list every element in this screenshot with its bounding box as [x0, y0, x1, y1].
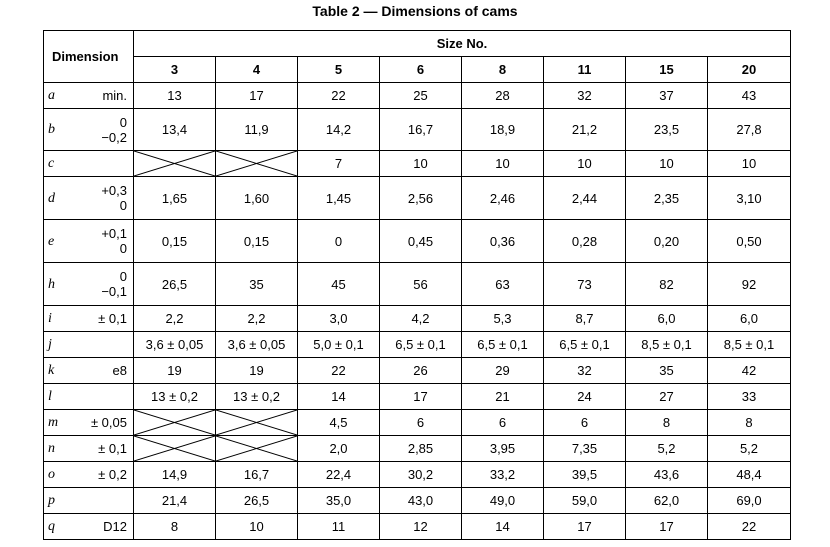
tolerance-cell — [84, 410, 134, 436]
value-cell: 8 — [134, 514, 216, 540]
cross-icon — [216, 410, 297, 435]
tolerance-cell — [84, 220, 134, 263]
value-cell: 6,0 — [708, 306, 791, 332]
value-cell: 22 — [708, 514, 791, 540]
cross-icon — [134, 151, 215, 176]
value-cell: 3,0 — [298, 306, 380, 332]
size-header-3: 3 — [134, 57, 216, 83]
value-cell: 30,2 — [380, 462, 462, 488]
value-cell: 14 — [462, 514, 544, 540]
value-cell: 11,9 — [216, 109, 298, 151]
value-cell: 5,0 ± 0,1 — [298, 332, 380, 358]
header-row-sizes — [44, 57, 791, 83]
table-row-k — [44, 358, 791, 384]
value-cell: 8,5 ± 0,1 — [626, 332, 708, 358]
tolerance-text: e8 — [112, 363, 127, 378]
dimension-symbol: a — [44, 83, 84, 109]
value-cell: 10 — [462, 151, 544, 177]
value-cell: 14 — [298, 384, 380, 410]
tolerance-cell — [84, 177, 134, 220]
tolerance-cell — [84, 151, 134, 177]
value-cell: 6 — [462, 410, 544, 436]
value-cell: 0,20 — [626, 220, 708, 263]
table-row-i — [44, 306, 791, 332]
tolerance-text: −0,2 — [101, 129, 127, 145]
dimension-symbol: h — [44, 263, 84, 306]
value-cell: 19 — [216, 358, 298, 384]
table-row-p — [44, 488, 791, 514]
value-cell: 14,9 — [134, 462, 216, 488]
value-cell: 45 — [298, 263, 380, 306]
value-cell: 22 — [298, 358, 380, 384]
value-cell: 3,95 — [462, 436, 544, 462]
table-body — [44, 83, 791, 540]
value-cell: 7,35 — [544, 436, 626, 462]
table-row-j — [44, 332, 791, 358]
value-cell: 0,45 — [380, 220, 462, 263]
tolerance-cell — [84, 332, 134, 358]
tolerance-text: 0 — [119, 114, 127, 130]
value-cell: 8 — [708, 410, 791, 436]
value-cell: 26 — [380, 358, 462, 384]
tolerance-text: 0 — [119, 269, 127, 284]
dimension-symbol: o — [44, 462, 84, 488]
dimension-symbol: j — [44, 332, 84, 358]
value-cell: 21,2 — [544, 109, 626, 151]
table-row-l — [44, 384, 791, 410]
value-cell: 0,28 — [544, 220, 626, 263]
cross-icon — [216, 436, 297, 461]
tolerance-cell — [84, 83, 134, 109]
value-cell: 2,46 — [462, 177, 544, 220]
tolerance-text: 0 — [119, 198, 127, 213]
value-cell: 33 — [708, 384, 791, 410]
size-header-20: 20 — [708, 57, 791, 83]
tolerance-cell — [84, 488, 134, 514]
value-cell: 6,5 ± 0,1 — [380, 332, 462, 358]
size-header-15: 15 — [626, 57, 708, 83]
table-row-d — [44, 177, 791, 220]
value-cell: 5,2 — [626, 436, 708, 462]
dimension-symbol: n — [44, 436, 84, 462]
tolerance-text: ± 0,05 — [90, 415, 127, 430]
value-cell: 18,9 — [462, 109, 544, 151]
size-no-header: Size No. — [134, 31, 791, 57]
value-cell: 22 — [298, 83, 380, 109]
value-cell: 10 — [708, 151, 791, 177]
value-cell: 10 — [380, 151, 462, 177]
value-cell: 13 ± 0,2 — [216, 384, 298, 410]
tolerance-cell — [84, 384, 134, 410]
value-cell: 5,3 — [462, 306, 544, 332]
value-cell: 2,44 — [544, 177, 626, 220]
value-cell: 82 — [626, 263, 708, 306]
value-cell: 8,7 — [544, 306, 626, 332]
value-cell: 17 — [626, 514, 708, 540]
dimension-symbol: c — [44, 151, 84, 177]
dimension-symbol: i — [44, 306, 84, 332]
value-cell: 2,2 — [134, 306, 216, 332]
table-row-q — [44, 514, 791, 540]
value-cell: 13,4 — [134, 109, 216, 151]
not-applicable-cross — [216, 436, 298, 462]
value-cell: 16,7 — [380, 109, 462, 151]
value-cell: 59,0 — [544, 488, 626, 514]
tolerance-text: ± 0,2 — [98, 467, 127, 482]
value-cell: 11 — [298, 514, 380, 540]
table-row-a — [44, 83, 791, 109]
cross-icon — [134, 410, 215, 435]
tolerance-text: min. — [102, 88, 127, 103]
tolerance-text: +0,1 — [101, 226, 127, 241]
value-cell: 13 ± 0,2 — [134, 384, 216, 410]
value-cell: 13 — [134, 83, 216, 109]
value-cell: 32 — [544, 83, 626, 109]
value-cell: 42 — [708, 358, 791, 384]
value-cell: 0,50 — [708, 220, 791, 263]
value-cell: 49,0 — [462, 488, 544, 514]
value-cell: 5,2 — [708, 436, 791, 462]
value-cell: 2,2 — [216, 306, 298, 332]
table-row-e — [44, 220, 791, 263]
tolerance-cell — [84, 263, 134, 306]
tolerance-text: +0,3 — [101, 183, 127, 198]
tolerance-text: ± 0,1 — [98, 311, 127, 326]
dimension-symbol: b — [44, 109, 84, 151]
value-cell: 29 — [462, 358, 544, 384]
value-cell: 0,36 — [462, 220, 544, 263]
value-cell: 12 — [380, 514, 462, 540]
tolerance-text: D12 — [103, 519, 127, 534]
value-cell: 56 — [380, 263, 462, 306]
value-cell: 6 — [544, 410, 626, 436]
size-header-8: 8 — [462, 57, 544, 83]
value-cell: 1,60 — [216, 177, 298, 220]
value-cell: 26,5 — [216, 488, 298, 514]
tolerance-text: 0 — [119, 241, 127, 256]
size-header-4: 4 — [216, 57, 298, 83]
tolerance-text: −0,1 — [101, 284, 127, 299]
value-cell: 0,15 — [134, 220, 216, 263]
value-cell: 8 — [626, 410, 708, 436]
value-cell: 35,0 — [298, 488, 380, 514]
tolerance-cell — [84, 436, 134, 462]
value-cell: 48,4 — [708, 462, 791, 488]
value-cell: 3,6 ± 0,05 — [134, 332, 216, 358]
value-cell: 27,8 — [708, 109, 791, 151]
value-cell: 32 — [544, 358, 626, 384]
dimension-symbol: m — [44, 410, 84, 436]
value-cell: 43,0 — [380, 488, 462, 514]
table-row-m — [44, 410, 791, 436]
not-applicable-cross — [134, 151, 216, 177]
size-header-6: 6 — [380, 57, 462, 83]
value-cell: 2,85 — [380, 436, 462, 462]
value-cell: 8,5 ± 0,1 — [708, 332, 791, 358]
dimension-header: Dimension — [44, 31, 134, 83]
value-cell: 6,5 ± 0,1 — [544, 332, 626, 358]
value-cell: 1,45 — [298, 177, 380, 220]
value-cell: 28 — [462, 83, 544, 109]
header-row-size-label — [44, 31, 791, 57]
table-caption: Table 2 — Dimensions of cams — [312, 3, 518, 19]
value-cell: 10 — [626, 151, 708, 177]
value-cell: 17 — [544, 514, 626, 540]
value-cell: 26,5 — [134, 263, 216, 306]
table-row-c — [44, 151, 791, 177]
value-cell: 63 — [462, 263, 544, 306]
dimension-symbol: q — [44, 514, 84, 540]
value-cell: 27 — [626, 384, 708, 410]
value-cell: 0,15 — [216, 220, 298, 263]
tolerance-cell — [84, 514, 134, 540]
table-row-o — [44, 462, 791, 488]
dimension-symbol: p — [44, 488, 84, 514]
value-cell: 43 — [708, 83, 791, 109]
value-cell: 35 — [626, 358, 708, 384]
value-cell: 4,2 — [380, 306, 462, 332]
value-cell: 69,0 — [708, 488, 791, 514]
tolerance-cell — [84, 462, 134, 488]
tolerance-cell — [84, 109, 134, 151]
value-cell: 4,5 — [298, 410, 380, 436]
value-cell: 22,4 — [298, 462, 380, 488]
value-cell: 25 — [380, 83, 462, 109]
value-cell: 1,65 — [134, 177, 216, 220]
value-cell: 19 — [134, 358, 216, 384]
tolerance-cell — [84, 306, 134, 332]
value-cell: 6,5 ± 0,1 — [462, 332, 544, 358]
value-cell: 17 — [216, 83, 298, 109]
size-header-11: 11 — [544, 57, 626, 83]
value-cell: 6,0 — [626, 306, 708, 332]
not-applicable-cross — [216, 151, 298, 177]
value-cell: 16,7 — [216, 462, 298, 488]
value-cell: 6 — [380, 410, 462, 436]
not-applicable-cross — [134, 410, 216, 436]
dimension-symbol: e — [44, 220, 84, 263]
dimension-symbol: l — [44, 384, 84, 410]
value-cell: 33,2 — [462, 462, 544, 488]
value-cell: 3,10 — [708, 177, 791, 220]
value-cell: 43,6 — [626, 462, 708, 488]
table-row-b — [44, 109, 791, 151]
cross-icon — [134, 436, 215, 461]
not-applicable-cross — [216, 410, 298, 436]
value-cell: 14,2 — [298, 109, 380, 151]
value-cell: 0 — [298, 220, 380, 263]
dimension-symbol: k — [44, 358, 84, 384]
value-cell: 2,0 — [298, 436, 380, 462]
value-cell: 3,6 ± 0,05 — [216, 332, 298, 358]
value-cell: 7 — [298, 151, 380, 177]
tolerance-cell — [84, 358, 134, 384]
value-cell: 10 — [544, 151, 626, 177]
table-row-n — [44, 436, 791, 462]
value-cell: 35 — [216, 263, 298, 306]
value-cell: 37 — [626, 83, 708, 109]
size-header-5: 5 — [298, 57, 380, 83]
cross-icon — [216, 151, 297, 176]
value-cell: 73 — [544, 263, 626, 306]
value-cell: 2,35 — [626, 177, 708, 220]
value-cell: 21 — [462, 384, 544, 410]
value-cell: 24 — [544, 384, 626, 410]
value-cell: 92 — [708, 263, 791, 306]
value-cell: 10 — [216, 514, 298, 540]
tolerance-text: ± 0,1 — [98, 441, 127, 456]
dimension-symbol: d — [44, 177, 84, 220]
not-applicable-cross — [134, 436, 216, 462]
cam-dimensions-table — [43, 30, 791, 540]
value-cell: 62,0 — [626, 488, 708, 514]
value-cell: 23,5 — [626, 109, 708, 151]
value-cell: 21,4 — [134, 488, 216, 514]
value-cell: 17 — [380, 384, 462, 410]
value-cell: 39,5 — [544, 462, 626, 488]
value-cell: 2,56 — [380, 177, 462, 220]
table-row-h — [44, 263, 791, 306]
